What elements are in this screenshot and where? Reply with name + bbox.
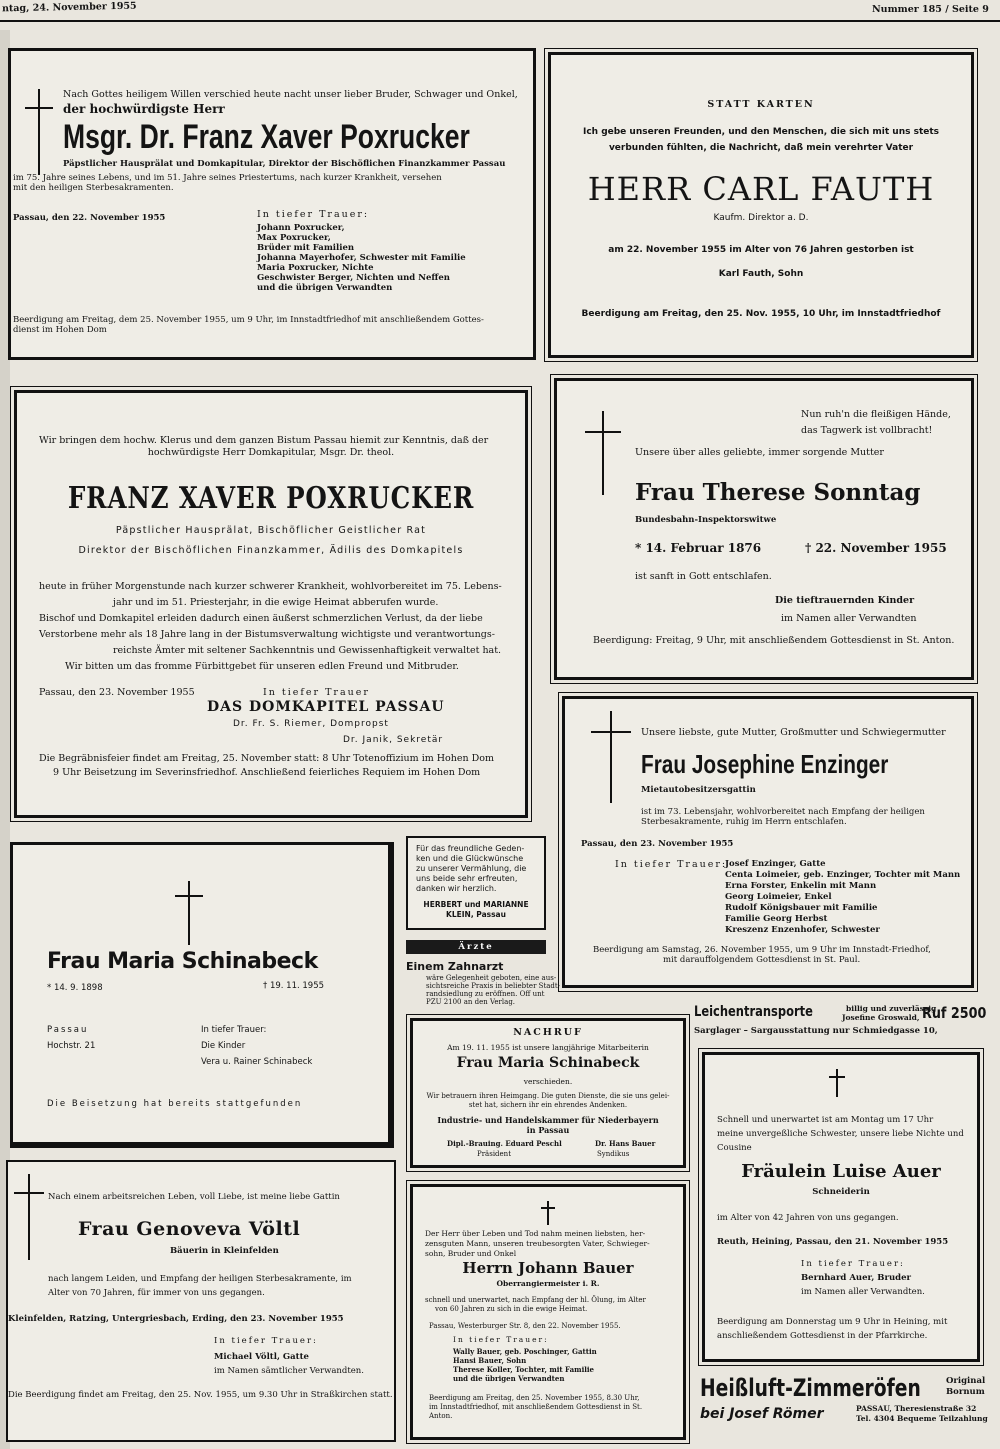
- cross-icon: [591, 711, 631, 803]
- ad-company: bei Josef Römer: [700, 1406, 824, 1422]
- section-heading: NACHRUF: [513, 1027, 583, 1038]
- signer: Dr. Hans Bauer: [595, 1139, 656, 1148]
- notice-bauer: [410, 1184, 686, 1440]
- ad-address: PASSAU, Theresienstraße 32: [856, 1404, 977, 1413]
- text-line: Schnell und unerwartet ist am Montag um 17 Uhr: [717, 1115, 934, 1125]
- mourning-heading: In tiefer Trauer:: [257, 209, 370, 220]
- body-line: Verstorbene mehr als 18 Jahre lang in der Bistumsverwaltung wichtigste und verantwortungs-: [39, 629, 495, 640]
- text-line: sohn, Bruder und Onkel: [425, 1249, 517, 1258]
- mourning-heading: In tiefer Trauer:: [801, 1259, 905, 1269]
- mourning-heading: In tiefer Trauer:: [214, 1336, 318, 1346]
- death-date: † 19. 11. 1955: [263, 981, 325, 991]
- text-line: am 22. November 1955 im Alter von 76 Jahren gestorben ist: [608, 245, 914, 255]
- deceased-name: Msgr. Dr. Franz Xaver Poxrucker: [63, 118, 470, 156]
- funeral-line: Beerdigung am Samstag, 26. November 1955, um 9 Uhr im Innstadt-Friedhof,: [593, 945, 931, 955]
- text-line: Nach einem arbeitsreichen Leben, voll Liebe, ist meine liebe Gattin: [48, 1192, 340, 1202]
- signer: Karl Fauth, Sohn: [718, 269, 804, 279]
- mourner: Bernhard Auer, Bruder: [801, 1273, 911, 1283]
- section-heading: Ärzte: [458, 942, 494, 952]
- ad-leichentransporte: [694, 1004, 987, 1040]
- funeral-line: dienst im Hohen Dom: [13, 325, 107, 335]
- mourner: Johanna Mayerhofer, Schwester mit Familie: [257, 253, 466, 263]
- funeral-line: mit darauffolgendem Gottesdienst in St. Paul.: [663, 955, 861, 965]
- place-date: Passau, den 23. November 1955: [39, 687, 195, 698]
- mourners-list: [453, 1347, 597, 1383]
- funeral-line: anschließendem Gottesdienst in der Pfarrkirche.: [717, 1331, 928, 1341]
- notice-fauth: [548, 52, 974, 358]
- text-line: verschieden.: [523, 1077, 573, 1086]
- mourning-heading: In tiefer Trauer:: [201, 1025, 267, 1035]
- phone: Ruf 2500: [922, 1004, 987, 1022]
- cross-icon: [14, 1174, 44, 1260]
- mourner: Max Poxrucker,: [257, 233, 331, 243]
- ad-subline: Original: [946, 1376, 986, 1386]
- funeral-line: Beerdigung am Freitag, dem 25. November 1955, um 9 Uhr, im Innstadtfriedhof mit anschließendem Gottes-: [13, 315, 484, 325]
- cross-icon: [585, 411, 621, 495]
- body-line: heute in früher Morgenstunde nach kurzer schwerer Krankheit, wohlvorbereitet im 75. Lebens-: [39, 581, 502, 592]
- header-date: ntag, 24. November 1955: [1, 0, 137, 15]
- text-line: nach langem Leiden, und Empfang der heiligen Sterbesakramente, im: [48, 1274, 352, 1284]
- text-line: Cousine: [717, 1143, 752, 1153]
- mourner: Wally Bauer, geb. Poschinger, Gattin: [453, 1347, 597, 1356]
- ad-heissluft: [700, 1374, 990, 1444]
- mourner: Familie Georg Herbst: [725, 914, 828, 924]
- deceased-title: Direktor der Bischöflichen Finanzkammer, Ädilis des Domkapitels: [78, 545, 464, 556]
- deceased-name: Frau Genoveva Völtl: [78, 1218, 301, 1240]
- deceased-name: Frau Maria Schinabeck: [456, 1055, 640, 1071]
- signer: Dr. Fr. S. Riemer, Dompropst: [233, 719, 389, 729]
- mourner: Brüder mit Familien: [257, 243, 355, 253]
- text-line: uns beide sehr erfreuten,: [416, 874, 518, 883]
- notice-poxrucker-family: [8, 48, 536, 360]
- deceased-name: Frau Maria Schinabeck: [47, 949, 318, 974]
- notice-voeltl: [6, 1160, 396, 1442]
- mourner: Erna Forster, Enkelin mit Mann: [725, 881, 877, 891]
- deceased-name: FRANZ XAVER POXRUCKER: [67, 481, 475, 516]
- mourners: im Namen aller Verwandten: [781, 613, 917, 624]
- text-line: ken und die Glückwünsche: [416, 854, 524, 863]
- deceased-title: Päpstlicher Hausprälat, Bischöflicher Geistlicher Rat: [115, 525, 427, 536]
- funeral-line: Beerdigung am Freitag, den 25. November 1955, 8.30 Uhr,: [429, 1394, 640, 1402]
- mourner: Maria Poxrucker, Nichte: [257, 263, 374, 273]
- birth-date: * 14. Februar 1876: [635, 541, 762, 555]
- deceased-title: Schneiderin: [812, 1187, 870, 1197]
- body-line: jahr und im 51. Priesterjahr, in die ewige Heimat abberufen wurde.: [113, 597, 439, 608]
- cross-icon: [25, 89, 53, 175]
- funeral-line: Die Beisetzung hat bereits stattgefunden: [47, 1099, 303, 1109]
- text-line: stet hat, sichern ihr ein ehrendes Andenken.: [468, 1101, 628, 1109]
- mourners-list: [725, 859, 960, 936]
- text-line: schnell und unerwartet, nach Empfang der hl. Ölung, im Alter: [425, 1296, 646, 1304]
- intro-line: der hochwürdigste Herr: [63, 102, 225, 116]
- funeral-line: Die Beerdigung findet am Freitag, den 25. Nov. 1955, um 9.30 Uhr in Straßkirchen statt.: [8, 1390, 393, 1400]
- funeral-line: Beerdigung am Freitag, den 25. Nov. 1955, 10 Uhr, im Innstadtfriedhof: [581, 309, 941, 319]
- deceased-title: Kaufm. Direktor a. D.: [713, 213, 809, 223]
- mourner: Vera u. Rainer Schinabeck: [201, 1057, 313, 1067]
- mourner: Michael Völtl, Gatte: [214, 1352, 309, 1362]
- text-line: meine unvergeßliche Schwester, unsere liebe Nichte und: [717, 1129, 964, 1139]
- body-paragraph: [39, 579, 509, 675]
- mourner: im Namen sämtlicher Verwandten.: [214, 1366, 364, 1376]
- poem-line: das Tagwerk ist vollbracht!: [801, 425, 933, 436]
- mourner: Centa Loimeier, geb. Enzinger, Tochter mit Mann: [725, 870, 961, 880]
- funeral-line: 9 Uhr Beisetzung im Severinsfriedhof. Anschließend feierliches Requiem im Hohen Dom: [53, 767, 481, 778]
- funeral-line: Anton.: [429, 1412, 453, 1420]
- birth-date: * 14. 9. 1898: [47, 983, 103, 993]
- funeral-line: Beerdigung: Freitag, 9 Uhr, mit anschließendem Gottesdienst in St. Anton.: [593, 635, 955, 646]
- text-line: verbunden fühlten, die Nachricht, daß mein verehrter Vater: [608, 143, 914, 153]
- ad-title: Leichentransporte: [694, 1004, 813, 1020]
- street: Hochstr. 21: [47, 1041, 96, 1051]
- mourner: Therese Koller, Tochter, mit Familie: [453, 1365, 595, 1374]
- text-line: ist sanft in Gott entschlafen.: [635, 571, 772, 582]
- text-line: danken wir herzlich.: [416, 884, 497, 893]
- notice-sonntag: [554, 378, 974, 680]
- text-line: Ich gebe unseren Freunden, und den Menschen, die sich mit uns stets: [582, 127, 940, 137]
- text-line: Wir betrauern ihren Heimgang. Die guten Dienste, die sie uns gelei-: [426, 1092, 670, 1100]
- place-date: Passau, Westerburger Str. 8, den 22. November 1955.: [429, 1322, 621, 1330]
- text-line: randsiedlung zu eröffnen. Off unt: [426, 990, 545, 998]
- body-line: Wir bitten um das fromme Fürbittgebet für unseren edlen Freund und Mitbruder.: [65, 661, 459, 672]
- notice-auer: [702, 1052, 980, 1362]
- header-rule: [0, 20, 1000, 22]
- funeral-line: Beerdigung am Donnerstag um 9 Uhr in Heining, mit: [717, 1317, 948, 1327]
- text-line: Alter von 70 Jahren, für immer von uns gegangen.: [48, 1288, 265, 1298]
- ad-subline: Bornum: [946, 1387, 985, 1397]
- text-line: zensguten Mann, unseren treubesorgten Vater, Schwieger-: [425, 1239, 650, 1248]
- notice-poxrucker-domkapitel: [14, 390, 528, 818]
- mourner: Die Kinder: [201, 1041, 246, 1051]
- funeral-line: im Innstadtfriedhof, mit anschließendem Gottesdienst in St.: [429, 1403, 643, 1411]
- deceased-title: Bäuerin in Kleinfelden: [170, 1246, 279, 1256]
- ad-subline: billig und zuverlässig: [846, 1004, 937, 1013]
- signer: HERBERT und MARIANNE: [423, 900, 529, 909]
- intro-line: Nach Gottes heiligem Willen verschied heute nacht unser lieber Bruder, Schwager und Onkel,: [63, 89, 518, 100]
- deceased-name: Herrn Johann Bauer: [462, 1259, 634, 1277]
- text-line: PZU 2100 an den Verlag.: [426, 998, 516, 1006]
- place-date: Passau, den 23. November 1955: [581, 839, 734, 849]
- mourner: im Namen aller Verwandten.: [801, 1287, 925, 1297]
- signer: Dipl.-Brauing. Eduard Peschl: [447, 1139, 562, 1148]
- text-line: Unsere über alles geliebte, immer sorgende Mutter: [635, 447, 884, 458]
- deceased-title: Bundesbahn-Inspektorswitwe: [635, 515, 777, 525]
- mourner: und die übrigen Verwandten: [257, 283, 393, 293]
- notice-nachruf: [410, 1018, 686, 1168]
- intro-line: Wir bringen dem hochw. Klerus und dem ganzen Bistum Passau hiemit zur Kenntnis, daß der: [39, 435, 489, 446]
- ad-subline: Josefine Groswald,: [842, 1013, 920, 1022]
- mourner: Johann Poxrucker,: [257, 223, 345, 233]
- body-line: Bischof und Domkapitel erleiden dadurch einen äußerst schmerzlichen Verlust, da der liebe: [39, 613, 483, 624]
- ad-text: [426, 974, 560, 1006]
- notice-schinabeck-family: [10, 842, 394, 1148]
- mourner: Rudolf Königsbauer mit Familie: [725, 903, 878, 913]
- header-page-number: Nummer 185 / Seite 9: [872, 4, 989, 15]
- ad-title: Heißluft-Zimmeröfen: [700, 1374, 921, 1402]
- text-line: im Alter von 42 Jahren von uns gegangen.: [717, 1213, 899, 1223]
- mourner: Hansi Bauer, Sohn: [453, 1356, 527, 1365]
- text-line: Unsere liebste, gute Mutter, Großmutter und Schwiegermutter: [641, 727, 946, 738]
- thanks-text: [416, 844, 526, 894]
- text-line: mit den heiligen Sterbesakramenten.: [13, 183, 174, 193]
- text-line: Der Herr über Leben und Tod nahm meinen liebsten, her-: [425, 1229, 646, 1238]
- text-line: Am 19. 11. 1955 ist unsere langjährige Mitarbeiterin: [447, 1043, 649, 1052]
- place-date: Reuth, Heining, Passau, den 21. November 1955: [717, 1237, 949, 1247]
- mourner: Geschwister Berger, Nichten und Neffen: [257, 273, 450, 283]
- poem-line: Nun ruh'n die fleißigen Hände,: [801, 409, 951, 420]
- ad-address: Tel. 4304 Bequeme Teilzahlung: [856, 1414, 988, 1423]
- signer-role: Präsident: [477, 1150, 512, 1158]
- text-line: Sterbesakramente, ruhig im Herrn entschlafen.: [641, 817, 847, 827]
- deceased-title: Oberrangiermeister i. R.: [496, 1279, 600, 1288]
- city: Passau: [47, 1025, 89, 1035]
- text-line: wäre Gelegenheit geboten, eine aus-: [426, 974, 557, 982]
- signer: Dr. Janik, Sekretär: [343, 735, 444, 745]
- ad-subline: Sarglager – Sargausstattung nur Schmiedgasse 10,: [694, 1026, 938, 1036]
- cross-icon: [541, 1201, 555, 1225]
- statt-karten: STATT KARTEN: [707, 99, 815, 110]
- deceased-name: Fräulein Luise Auer: [741, 1161, 941, 1182]
- mourner: Kreszenz Enzenhofer, Schwester: [725, 925, 880, 935]
- text-line: im 75. Jahre seines Lebens, und im 51. Jahre seines Priestertums, nach kurzer Krankheit, versehen: [13, 173, 442, 183]
- deceased-title: Mietautobesitzersgattin: [641, 785, 756, 795]
- organization: in Passau: [526, 1125, 570, 1135]
- aerzte-header-bar: [406, 940, 546, 954]
- mourner: Josef Enzinger, Gatte: [725, 859, 826, 869]
- mourner: Georg Loimeier, Enkel: [725, 892, 832, 902]
- mourning-heading: In tiefer Trauer: [263, 687, 370, 698]
- intro-line: hochwürdigste Herr Domkapitular, Msgr. Dr. theol.: [147, 447, 395, 458]
- notice-thanks: [406, 836, 546, 930]
- deceased-name: Frau Josephine Enzinger: [641, 749, 889, 779]
- mourner: und die übrigen Verwandten: [453, 1374, 565, 1383]
- mourning-heading: In tiefer Trauer:: [615, 859, 728, 870]
- signer-role: Syndikus: [597, 1150, 630, 1158]
- ad-title: Einem Zahnarzt: [406, 960, 504, 973]
- organization: Industrie- und Handelskammer für Niederbayern: [437, 1115, 659, 1125]
- cross-icon: [175, 881, 203, 945]
- text-line: zu unserer Vermählung, die: [416, 864, 527, 873]
- mourners-list: [257, 223, 466, 293]
- body-line: reichste Ämter mit seltener Sachkenntnis und Gewissenhaftigkeit verwaltet hat.: [113, 645, 502, 656]
- deceased-title: Päpstlicher Hausprälat und Domkapitular, Direktor der Bischöflichen Finanzkammer Passau: [63, 159, 506, 169]
- cross-icon: [829, 1069, 845, 1097]
- notice-enzinger: [562, 696, 974, 988]
- place-date: Passau, den 22. November 1955: [13, 213, 166, 223]
- death-date: † 22. November 1955: [805, 541, 947, 555]
- signer: KLEIN, Passau: [446, 910, 506, 919]
- mourners: Die tieftrauernden Kinder: [775, 595, 915, 606]
- deceased-name: HERR CARL FAUTH: [587, 170, 935, 208]
- text-line: sichtsreiche Praxis in beliebter Stadt-: [426, 982, 561, 990]
- place-date: Kleinfelden, Ratzing, Untergriesbach, Erding, den 23. November 1955: [8, 1314, 344, 1324]
- organization: DAS DOMKAPITEL PASSAU: [207, 699, 445, 715]
- deceased-name: Frau Therese Sonntag: [635, 479, 921, 506]
- text-line: Für das freundliche Geden-: [416, 844, 525, 853]
- text-line: von 60 Jahren zu sich in die ewige Heimat.: [435, 1305, 588, 1313]
- funeral-line: Die Begräbnisfeier findet am Freitag, 25. November statt: 8 Uhr Totenoffizium im Hohen Dom: [39, 753, 494, 764]
- text-line: ist im 73. Lebensjahr, wohlvorbereitet nach Empfang der heiligen: [641, 807, 925, 817]
- mourning-heading: In tiefer Trauer:: [453, 1335, 549, 1344]
